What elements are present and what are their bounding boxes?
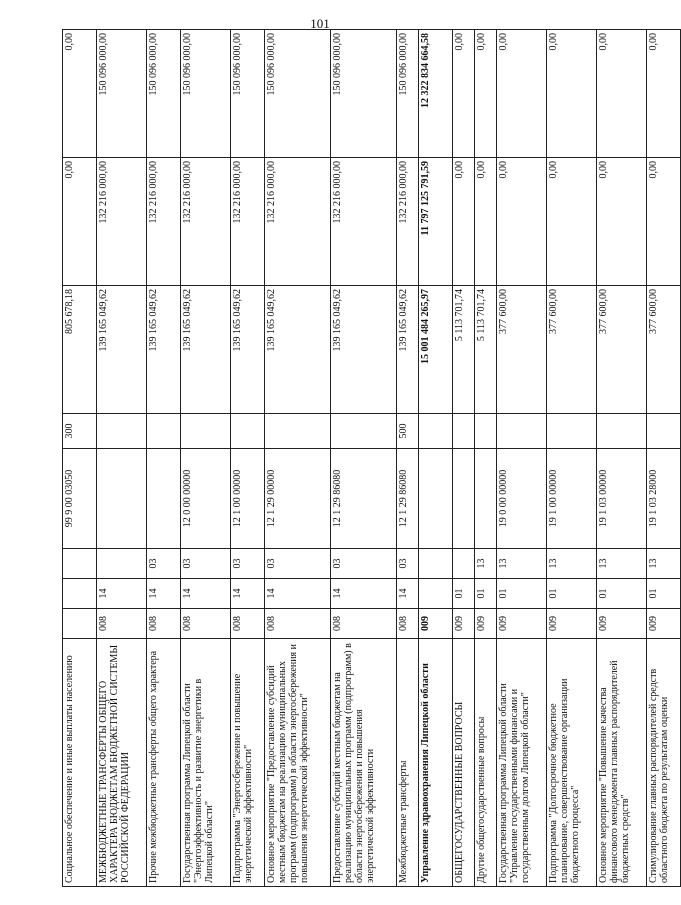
amount-year3-cell: 0,00: [63, 30, 97, 158]
amount-year2-cell: 0,00: [597, 158, 647, 286]
grbs-code-cell: 008: [147, 609, 181, 639]
grbs-code-cell: 009: [453, 609, 475, 639]
section-code-cell: 14: [147, 579, 181, 609]
amount-year3-cell: 0,00: [547, 30, 597, 158]
amount-year1-cell: 377 600,00: [647, 286, 681, 414]
table-row: [181, 30, 231, 887]
subsection-code-cell: [97, 549, 147, 579]
table-row: [97, 30, 147, 887]
amount-year3-cell: 0,00: [497, 30, 547, 158]
section-code-cell: 01: [547, 579, 597, 609]
section-code-cell: 01: [475, 579, 497, 609]
amount-year1-cell: 5 113 701,74: [453, 286, 475, 414]
grbs-code-cell: 008: [231, 609, 265, 639]
table-row: [265, 30, 331, 887]
amount-year1-cell: 139 165 049,62: [147, 286, 181, 414]
amount-year2-cell: 132 216 000,00: [147, 158, 181, 286]
table-row: [147, 30, 181, 887]
target-article-cell: 12 1 29 86080: [397, 449, 419, 549]
amount-year2-cell: 0,00: [547, 158, 597, 286]
expense-type-cell: [181, 414, 231, 449]
amount-year1-cell: 139 165 049,62: [231, 286, 265, 414]
table-row: [647, 30, 681, 887]
section-code-cell: 14: [181, 579, 231, 609]
amount-year2-cell: 132 216 000,00: [97, 158, 147, 286]
subsection-code-cell: 13: [475, 549, 497, 579]
table-row: [63, 30, 97, 887]
section-code-cell: [63, 579, 97, 609]
grbs-code-cell: 008: [397, 609, 419, 639]
amount-year1-cell: 377 600,00: [597, 286, 647, 414]
amount-year3-cell: 0,00: [647, 30, 681, 158]
row-name-cell: Прочие межбюджетные трансферты общего характера: [147, 639, 181, 887]
subsection-code-cell: 03: [231, 549, 265, 579]
subsection-code-cell: 03: [397, 549, 419, 579]
expense-type-cell: 300: [63, 414, 97, 449]
amount-year1-cell: 139 165 049,62: [97, 286, 147, 414]
rotated-budget-table-container: [62, 30, 670, 887]
grbs-code-cell: 009: [419, 609, 453, 639]
expense-type-cell: [419, 414, 453, 449]
row-name-cell: ОБЩЕГОСУДАРСТВЕННЫЕ ВОПРОСЫ: [453, 639, 475, 887]
amount-year1-cell: 139 165 049,62: [265, 286, 331, 414]
table-row: [231, 30, 265, 887]
subsection-code-cell: 13: [547, 549, 597, 579]
target-article-cell: [419, 449, 453, 549]
expense-type-cell: 500: [397, 414, 419, 449]
section-code-cell: 14: [331, 579, 397, 609]
amount-year3-cell: 150 096 000,00: [331, 30, 397, 158]
amount-year1-cell: 139 165 049,62: [397, 286, 419, 414]
amount-year2-cell: 0,00: [63, 158, 97, 286]
row-name-cell: Стимулирование главных распорядителей средств областного бюджета по результатам оценки: [647, 639, 681, 887]
target-article-cell: 19 0 00 00000: [497, 449, 547, 549]
subsection-code-cell: 13: [497, 549, 547, 579]
subsection-code-cell: 13: [647, 549, 681, 579]
table-row: [419, 30, 453, 887]
grbs-code-cell: 009: [475, 609, 497, 639]
subsection-code-cell: [419, 549, 453, 579]
grbs-code-cell: 008: [97, 609, 147, 639]
amount-year3-cell: 150 096 000,00: [397, 30, 419, 158]
amount-year1-cell: 139 165 049,62: [331, 286, 397, 414]
section-code-cell: 14: [397, 579, 419, 609]
section-code-cell: [419, 579, 453, 609]
section-code-cell: 14: [265, 579, 331, 609]
amount-year2-cell: 0,00: [453, 158, 475, 286]
table-row: [453, 30, 475, 887]
subsection-code-cell: [453, 549, 475, 579]
target-article-cell: [97, 449, 147, 549]
target-article-cell: 19 1 03 28000: [647, 449, 681, 549]
amount-year1-cell: 805 678,18: [63, 286, 97, 414]
amount-year3-cell: 12 322 834 664,58: [419, 30, 453, 158]
subsection-code-cell: 13: [597, 549, 647, 579]
amount-year2-cell: 0,00: [497, 158, 547, 286]
grbs-code-cell: 009: [647, 609, 681, 639]
budget-table-body: [63, 30, 681, 887]
amount-year2-cell: 0,00: [647, 158, 681, 286]
subsection-code-cell: 03: [265, 549, 331, 579]
row-name-cell: Государственная программа Липецкой области "Управление государственными финансами и государственным долгом Липецкой области": [497, 639, 547, 887]
expense-type-cell: [647, 414, 681, 449]
amount-year3-cell: 150 096 000,00: [97, 30, 147, 158]
target-article-cell: 19 1 00 00000: [547, 449, 597, 549]
grbs-code-cell: 009: [597, 609, 647, 639]
target-article-cell: [147, 449, 181, 549]
target-article-cell: 12 1 29 00000: [265, 449, 331, 549]
subsection-code-cell: [63, 549, 97, 579]
expense-type-cell: [265, 414, 331, 449]
expense-type-cell: [97, 414, 147, 449]
section-code-cell: 14: [97, 579, 147, 609]
subsection-code-cell: 03: [331, 549, 397, 579]
table-row: [547, 30, 597, 887]
row-name-cell: Предоставление субсидий местным бюджетам на реализацию муниципальных программ (подпрограмм) в области энергосбережения и повышения энергетической эффективности: [331, 639, 397, 887]
table-row: [475, 30, 497, 887]
table-row: [397, 30, 419, 887]
table-row: [597, 30, 647, 887]
target-article-cell: 12 1 29 86080: [331, 449, 397, 549]
section-code-cell: 01: [597, 579, 647, 609]
target-article-cell: 99 9 00 03050: [63, 449, 97, 549]
page-number: 101: [310, 16, 330, 31]
amount-year3-cell: 0,00: [475, 30, 497, 158]
grbs-code-cell: 009: [497, 609, 547, 639]
amount-year1-cell: 377 600,00: [497, 286, 547, 414]
amount-year3-cell: 150 096 000,00: [265, 30, 331, 158]
expense-type-cell: [331, 414, 397, 449]
table-row: [331, 30, 397, 887]
section-code-cell: 01: [453, 579, 475, 609]
amount-year3-cell: 150 096 000,00: [231, 30, 265, 158]
expense-type-cell: [497, 414, 547, 449]
row-name-cell: Государственная программа Липецкой области "Энергоэффективность и развитие энергетики в Липецкой области": [181, 639, 231, 887]
target-article-cell: 12 0 00 00000: [181, 449, 231, 549]
expense-type-cell: [547, 414, 597, 449]
table-row: [497, 30, 547, 887]
amount-year1-cell: 139 165 049,62: [181, 286, 231, 414]
row-name-cell: Подпрограмма "Энергосбережение и повышение энергетической эффективности": [231, 639, 265, 887]
row-name-cell: Межбюджетные трансферты: [397, 639, 419, 887]
subsection-code-cell: 03: [181, 549, 231, 579]
grbs-code-cell: 009: [547, 609, 597, 639]
grbs-code-cell: 008: [181, 609, 231, 639]
amount-year1-cell: 15 001 484 265,97: [419, 286, 453, 414]
row-name-cell: Управление здравоохранения Липецкой области: [419, 639, 453, 887]
target-article-cell: [453, 449, 475, 549]
section-code-cell: 01: [497, 579, 547, 609]
amount-year2-cell: 132 216 000,00: [397, 158, 419, 286]
target-article-cell: 12 1 00 00000: [231, 449, 265, 549]
row-name-cell: Подпрограмма "Долгосрочное бюджетное планирование, совершенствование организации бюджетного процесса": [547, 639, 597, 887]
amount-year3-cell: 0,00: [453, 30, 475, 158]
amount-year3-cell: 0,00: [597, 30, 647, 158]
section-code-cell: 14: [231, 579, 265, 609]
row-name-cell: Основное мероприятие "Повышение качества финансового менеджмента главных распорядителей бюджетных средств": [597, 639, 647, 887]
row-name-cell: Основное мероприятие "Предоставление субсидий местным бюджетам на реализацию муниципальных программ (подпрограмм) в области энергосбережения и повышения энергетической эффективности": [265, 639, 331, 887]
amount-year2-cell: 132 216 000,00: [181, 158, 231, 286]
amount-year2-cell: 132 216 000,00: [265, 158, 331, 286]
amount-year2-cell: 11 797 125 791,59: [419, 158, 453, 286]
row-name-cell: МЕЖБЮДЖЕТНЫЕ ТРАНСФЕРТЫ ОБЩЕГО ХАРАКТЕРА БЮДЖЕТАМ БЮДЖЕТНОЙ СИСТЕМЫ РОССИЙСКОЙ ФЕДЕРАЦИИ: [97, 639, 147, 887]
expense-type-cell: [597, 414, 647, 449]
subsection-code-cell: 03: [147, 549, 181, 579]
expense-type-cell: [231, 414, 265, 449]
amount-year1-cell: 377 600,00: [547, 286, 597, 414]
budget-table: [62, 29, 681, 887]
amount-year2-cell: 132 216 000,00: [231, 158, 265, 286]
row-name-cell: Другие общегосударственные вопросы: [475, 639, 497, 887]
expense-type-cell: [453, 414, 475, 449]
amount-year3-cell: 150 096 000,00: [181, 30, 231, 158]
row-name-cell: Социальное обеспечение и иные выплаты населению: [63, 639, 97, 887]
amount-year3-cell: 150 096 000,00: [147, 30, 181, 158]
grbs-code-cell: 008: [331, 609, 397, 639]
amount-year2-cell: 132 216 000,00: [331, 158, 397, 286]
expense-type-cell: [147, 414, 181, 449]
amount-year1-cell: 5 113 701,74: [475, 286, 497, 414]
target-article-cell: 19 1 03 00000: [597, 449, 647, 549]
grbs-code-cell: [63, 609, 97, 639]
target-article-cell: [475, 449, 497, 549]
grbs-code-cell: 008: [265, 609, 331, 639]
amount-year2-cell: 0,00: [475, 158, 497, 286]
expense-type-cell: [475, 414, 497, 449]
section-code-cell: 01: [647, 579, 681, 609]
